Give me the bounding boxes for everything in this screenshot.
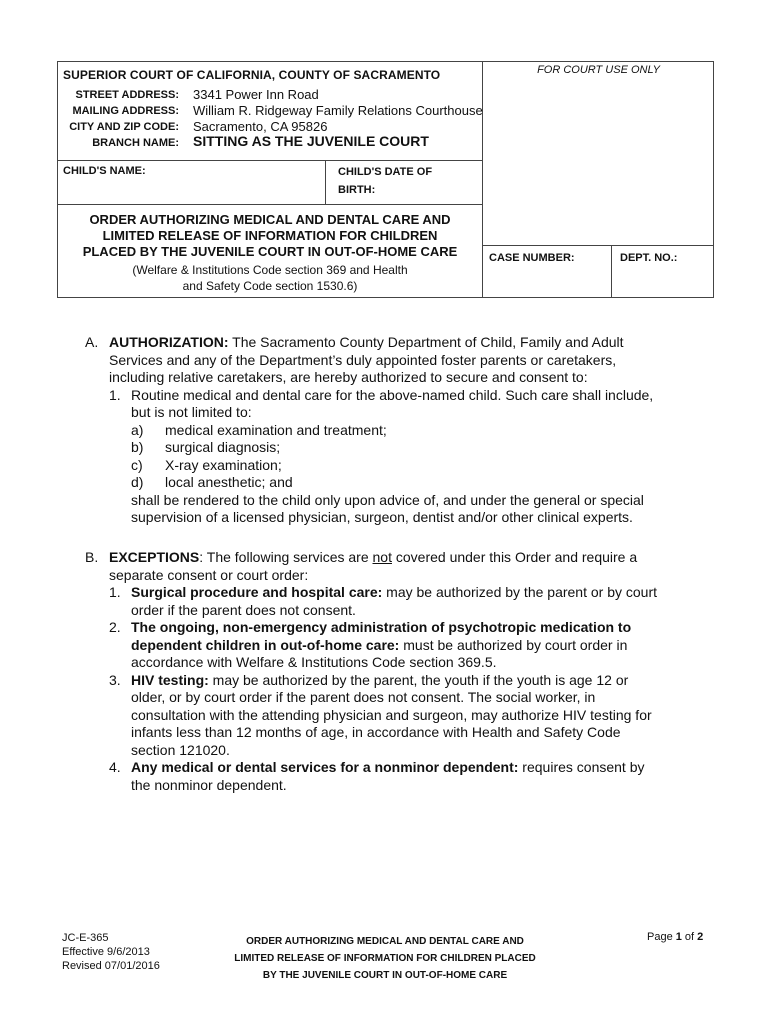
form-subtitle: (Welfare & Institutions Code section 369 and Health and Safety Code section 1530.6): [132, 263, 408, 293]
list-item: 1. Surgical procedure and hospital care: may be authorized by the parent or by court: [109, 584, 658, 600]
form-id-block: [62, 931, 160, 973]
form-title: ORDER AUTHORIZING MEDICAL AND DENTAL CARE AND LIMITED RELEASE OF INFORMATION FOR CHILDREN PLACED BY THE JUVENILE COURT IN OUT-OF-HOME CARE: [82, 212, 458, 259]
page-number: Page 1 of 2: [647, 931, 704, 943]
divider: [482, 61, 483, 298]
for-court-use-label: FOR COURT USE ONLY: [537, 64, 660, 76]
child-dob-label: CHILD'S DATE OF BIRTH:: [338, 166, 433, 196]
section-exceptions: B. EXCEPTIONS: The following services are not covered under this Order and require a separate consent or court order: 1. Surgical procedure and hospital care: may be authorized by the parent or by court order if the parent does not consent. 2. The ongoing, non-emergency administration of psychotropic medication to dependent children in out-of-home care: must be authorized by court order in accordance with Welfare & Institutions Code section 369.5. 3. HIV testing: may be authorized by the parent, the youth if the youth is age 12 or older, or by court order if the parent does not consent. The social worker, in consultation with the attending physician and surgeon, may authorize HIV testing for infants less than 12 months of age, in accordance with Health and Safety Code section 121020. 4. Any medical or dental services for a nonminor dependent: requires consent by the nonminor dependent.: [85, 549, 705, 794]
divider: [57, 204, 483, 205]
branch-name-value: SITTING AS THE JUVENILE COURT: [193, 133, 429, 149]
sub-list-item: c) X-ray examination;: [131, 456, 282, 473]
footer-title: ORDER AUTHORIZING MEDICAL AND DENTAL CARE AND LIMITED RELEASE OF INFORMATION FOR CHILDREN PLACED BY THE JUVENILE COURT IN OUT-OF-HOME CARE: [234, 936, 536, 981]
list-item: 4. Any medical or dental services for a nonminor dependent: requires consent by: [109, 759, 645, 775]
list-item: 2. The ongoing, non-emergency administration of psychotropic medication to: [109, 619, 632, 635]
effective-date: Effective 9/6/2013: [62, 946, 150, 958]
court-name: SUPERIOR COURT OF CALIFORNIA, COUNTY OF SACRAMENTO: [63, 68, 441, 82]
divider: [325, 160, 326, 205]
divider: [611, 245, 612, 298]
sub-list-item: a) medical examination and treatment;: [131, 421, 387, 438]
list-item: 1. Routine medical and dental care for the above-named child. Such care shall include,: [109, 386, 654, 403]
sub-list-item: b) surgical diagnosis;: [131, 439, 281, 455]
sub-list: [85, 422, 705, 492]
mailing-address-label: MAILING ADDRESS:: [72, 105, 179, 117]
section-authorization: A. AUTHORIZATION: The Sacramento County Department of Child, Family and Adult Services and any of the Department’s duly appointed foster parents or caretakers, including relative caretakers, are hereby authorized to secure and consent to: 1. Routine medical and dental care for the above-named child. Such care shall include, but is not limited to: a) medical examination and treatment; b) surgical diagnosis; c) X-ray examination; d) local anesthetic; and shall be rendered to the child only upon advice of, and under the general or special supervision of a licensed physician, surgeon, dentist and/or other clinical experts.: [85, 334, 705, 527]
city-zip-label: CITY AND ZIP CODE:: [69, 121, 179, 133]
street-address-label: STREET ADDRESS:: [75, 89, 179, 101]
list-item: 3. HIV testing: may be authorized by the parent, the youth if the youth is age 12 or: [109, 671, 629, 688]
street-address-value: 3341 Power Inn Road: [193, 87, 319, 102]
mailing-address-value: William R. Ridgeway Family Relations Courthouse: [193, 103, 483, 118]
child-name-label: CHILD'S NAME:: [63, 165, 146, 177]
form-id: JC-E-365: [62, 932, 109, 944]
divider: [57, 160, 483, 161]
section-letter: B.: [85, 549, 99, 565]
section-letter: A.: [85, 334, 99, 350]
branch-name-label: BRANCH NAME:: [92, 137, 179, 149]
sub-list-item: d) local anesthetic; and: [131, 474, 293, 490]
city-zip-value: Sacramento, CA 95826: [193, 119, 328, 134]
dept-no-label: DEPT. NO.:: [620, 252, 678, 264]
section-heading: EXCEPTIONS: [109, 549, 200, 565]
revised-date: Revised 07/01/2016: [62, 960, 160, 972]
divider: [482, 245, 714, 246]
case-number-label: CASE NUMBER:: [489, 252, 575, 264]
section-heading: AUTHORIZATION:: [109, 334, 229, 350]
